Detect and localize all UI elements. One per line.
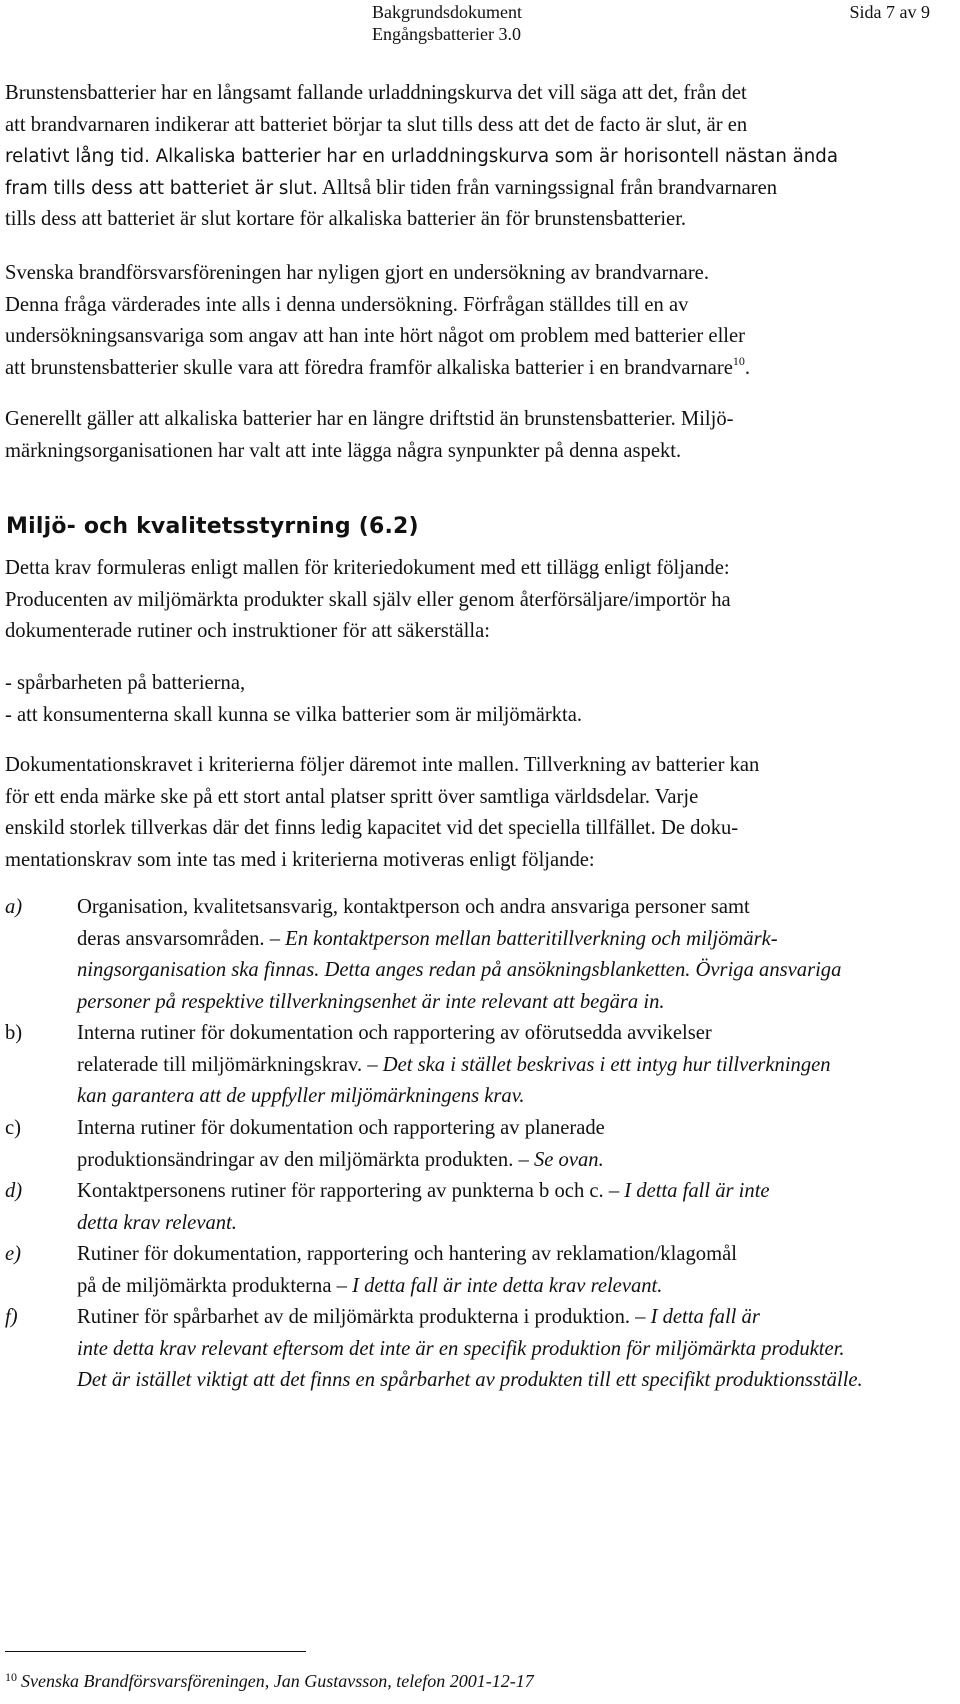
text-run: att brunstensbatterier skulle vara att föredra framför alkaliska batterier i en brandvarnare xyxy=(5,356,733,379)
comment-text: inte detta krav relevant eftersom det inte är en specifik produktion för miljömärkta produkter. xyxy=(77,1337,845,1360)
text-run: . xyxy=(744,356,751,379)
paragraph-discharge-curve xyxy=(5,78,945,236)
text-line: tills dess att batteriet är slut kortare för alkaliska batterier än för brunstensbatterier. xyxy=(5,208,687,230)
text-line: undersökningsansvariga som angav att han inte hört något om problem med batterier eller xyxy=(5,325,746,347)
text-line: märkningsorganisationen har valt att inte lägga några synpunkter på denna aspekt. xyxy=(5,439,682,462)
list-text xyxy=(77,1239,897,1302)
text-line: relativt lång tid. Alkaliska batterier har en urladdningskurva som är horisontell nästan ända xyxy=(5,146,839,167)
list-text xyxy=(77,1176,897,1239)
comment-text: Se ovan. xyxy=(533,1148,604,1171)
text-line: Producenten av miljömärkta produkter skall själv eller genom återförsäljare/importör ha xyxy=(5,588,731,611)
page-number: Sida 7 av 9 xyxy=(849,2,930,22)
comment-text: personer på respektive tillverkningsenhet är inte relevant att begära in. xyxy=(77,990,665,1013)
list-item: - att konsumenterna skall kunna se vilka batterier som är miljömärkta. xyxy=(5,703,583,726)
text-line: Generellt gäller att alkaliska batterier har en längre driftstid än brunstensbatterier. Miljö- xyxy=(5,408,734,430)
comment-text: Det är istället viktigt att det finns en spårbarhet av produkten till ett specifikt produktionsställe. xyxy=(77,1369,863,1391)
text-line: för ett enda märke ske på ett stort antal platser spritt över samtliga världsdelar. Varje xyxy=(5,785,699,808)
text-line: Interna rutiner för dokumentation och rapportering av oförutsedda avvikelser xyxy=(77,1022,712,1044)
text-run: Rutiner för spårbarhet av de miljömärkta produkterna i produktion. – xyxy=(77,1306,651,1328)
comment-text: En kontaktperson mellan batteritillverkning och miljömärk- xyxy=(285,927,778,950)
text-run: Förfrågan ställdes till en av xyxy=(457,293,689,316)
text-line xyxy=(5,290,945,322)
text-line: dokumenterade rutiner och instruktioner för att säkerställa: xyxy=(5,620,490,642)
text-line: Brunstensbatterier har en långsamt fallande urladdningskurva det vill säga att det, från det xyxy=(5,82,747,104)
text-run: relaterade till miljömärkningskrav. – xyxy=(77,1053,383,1076)
text-line xyxy=(77,1050,897,1082)
list-marker: c) xyxy=(5,1117,21,1139)
comment-text: ningsorganisation ska finnas. Detta anges redan på ansökningsblanketten. Övriga ansvariga xyxy=(77,959,842,981)
list-text xyxy=(77,892,897,1018)
comment-text: Det ska i stället beskrivas i ett intyg hur tillverkningen xyxy=(382,1053,831,1076)
text-run: Kontaktpersonens rutiner för rapportering av punkterna b och c. – xyxy=(77,1180,625,1202)
footnote-reference[interactable]: 10 xyxy=(732,353,745,368)
text-line xyxy=(5,173,945,205)
paragraph-requirement xyxy=(5,553,945,648)
text-run: produktionsändringar av den miljömärkta produkten. – xyxy=(77,1148,534,1171)
list-text xyxy=(77,1302,897,1397)
text-line: Organisation, kvalitetsansvarig, kontaktperson och andra ansvariga personer samt xyxy=(77,896,750,918)
header-subtitle: Engångsbatterier 3.0 xyxy=(372,24,521,44)
comment-text: I detta fall är inte xyxy=(624,1180,770,1202)
footnote xyxy=(5,1665,534,1693)
text-run: fram tills dess att batteriet är slut. xyxy=(5,177,318,199)
section-heading: Miljö- och kvalitetsstyrning (6.2) xyxy=(6,514,419,539)
header-title: Bakgrundsdokument xyxy=(372,2,522,22)
text-line: att brandvarnaren indikerar att batteriet börjar ta slut tills dess att det de facto är slut, är en xyxy=(5,113,748,136)
text-line xyxy=(77,1271,897,1303)
paragraph-documentation xyxy=(5,750,945,876)
list-item: - spårbarheten på batterierna, xyxy=(5,672,246,694)
list-marker: f) xyxy=(5,1306,18,1328)
comment-text: detta krav relevant. xyxy=(77,1211,237,1234)
comment-text: I detta fall är xyxy=(650,1306,760,1328)
text-run: Alltså blir tiden från varningssignal från brandvarnaren xyxy=(317,176,778,199)
text-line xyxy=(77,1145,897,1177)
footnote-divider xyxy=(5,1651,306,1652)
paragraph-fire-association xyxy=(5,258,945,384)
list-text xyxy=(77,1018,897,1113)
text-line: Rutiner för dokumentation, rapportering och hantering av reklamation/klagomål xyxy=(77,1243,737,1265)
text-line: Interna rutiner för dokumentation och rapportering av planerade xyxy=(77,1117,605,1139)
comment-text: kan garantera att de uppfyller miljömärkningens krav. xyxy=(77,1085,525,1107)
text-line: enskild storlek tillverkas där det finns ledig kapacitet vid det speciella tillfället. De doku- xyxy=(5,817,739,839)
text-line xyxy=(77,1302,897,1334)
text-line xyxy=(77,924,897,956)
dash-list xyxy=(5,668,945,731)
text-line: Detta krav formuleras enligt mallen för kriteriedokument med ett tillägg enligt följande: xyxy=(5,557,730,579)
list-marker: e) xyxy=(5,1243,21,1265)
text-run: deras ansvarsområden. – xyxy=(77,927,286,950)
text-line: Svenska brandförsvarsföreningen har nyligen gjort en undersökning av brandvarnare. xyxy=(5,262,709,284)
list-text xyxy=(77,1113,897,1176)
text-line xyxy=(5,353,945,385)
page-header xyxy=(372,0,932,50)
text-line xyxy=(77,1176,897,1208)
comment-text: I detta fall är inte detta krav relevant. xyxy=(352,1274,663,1297)
list-marker: a) xyxy=(5,896,23,918)
text-run: på de miljömärkta produkterna – xyxy=(77,1274,353,1297)
text-line: mentationskrav som inte tas med i kriterierna motiveras enligt följande: xyxy=(5,848,595,871)
text-line: Dokumentationskravet i kriterierna följer däremot inte mallen. Tillverkning av batterier kan xyxy=(5,754,760,776)
footnote-text: Svenska Brandförsvarsföreningen, Jan Gustavsson, telefon 2001-12-17 xyxy=(21,1671,534,1691)
list-marker: b) xyxy=(5,1022,23,1044)
paragraph-operating-time xyxy=(5,404,945,467)
list-marker: d) xyxy=(5,1180,23,1202)
footnote-number: 10 xyxy=(5,1670,17,1684)
text-run: Denna fråga värderades inte alls i denna undersökning. xyxy=(5,293,458,316)
